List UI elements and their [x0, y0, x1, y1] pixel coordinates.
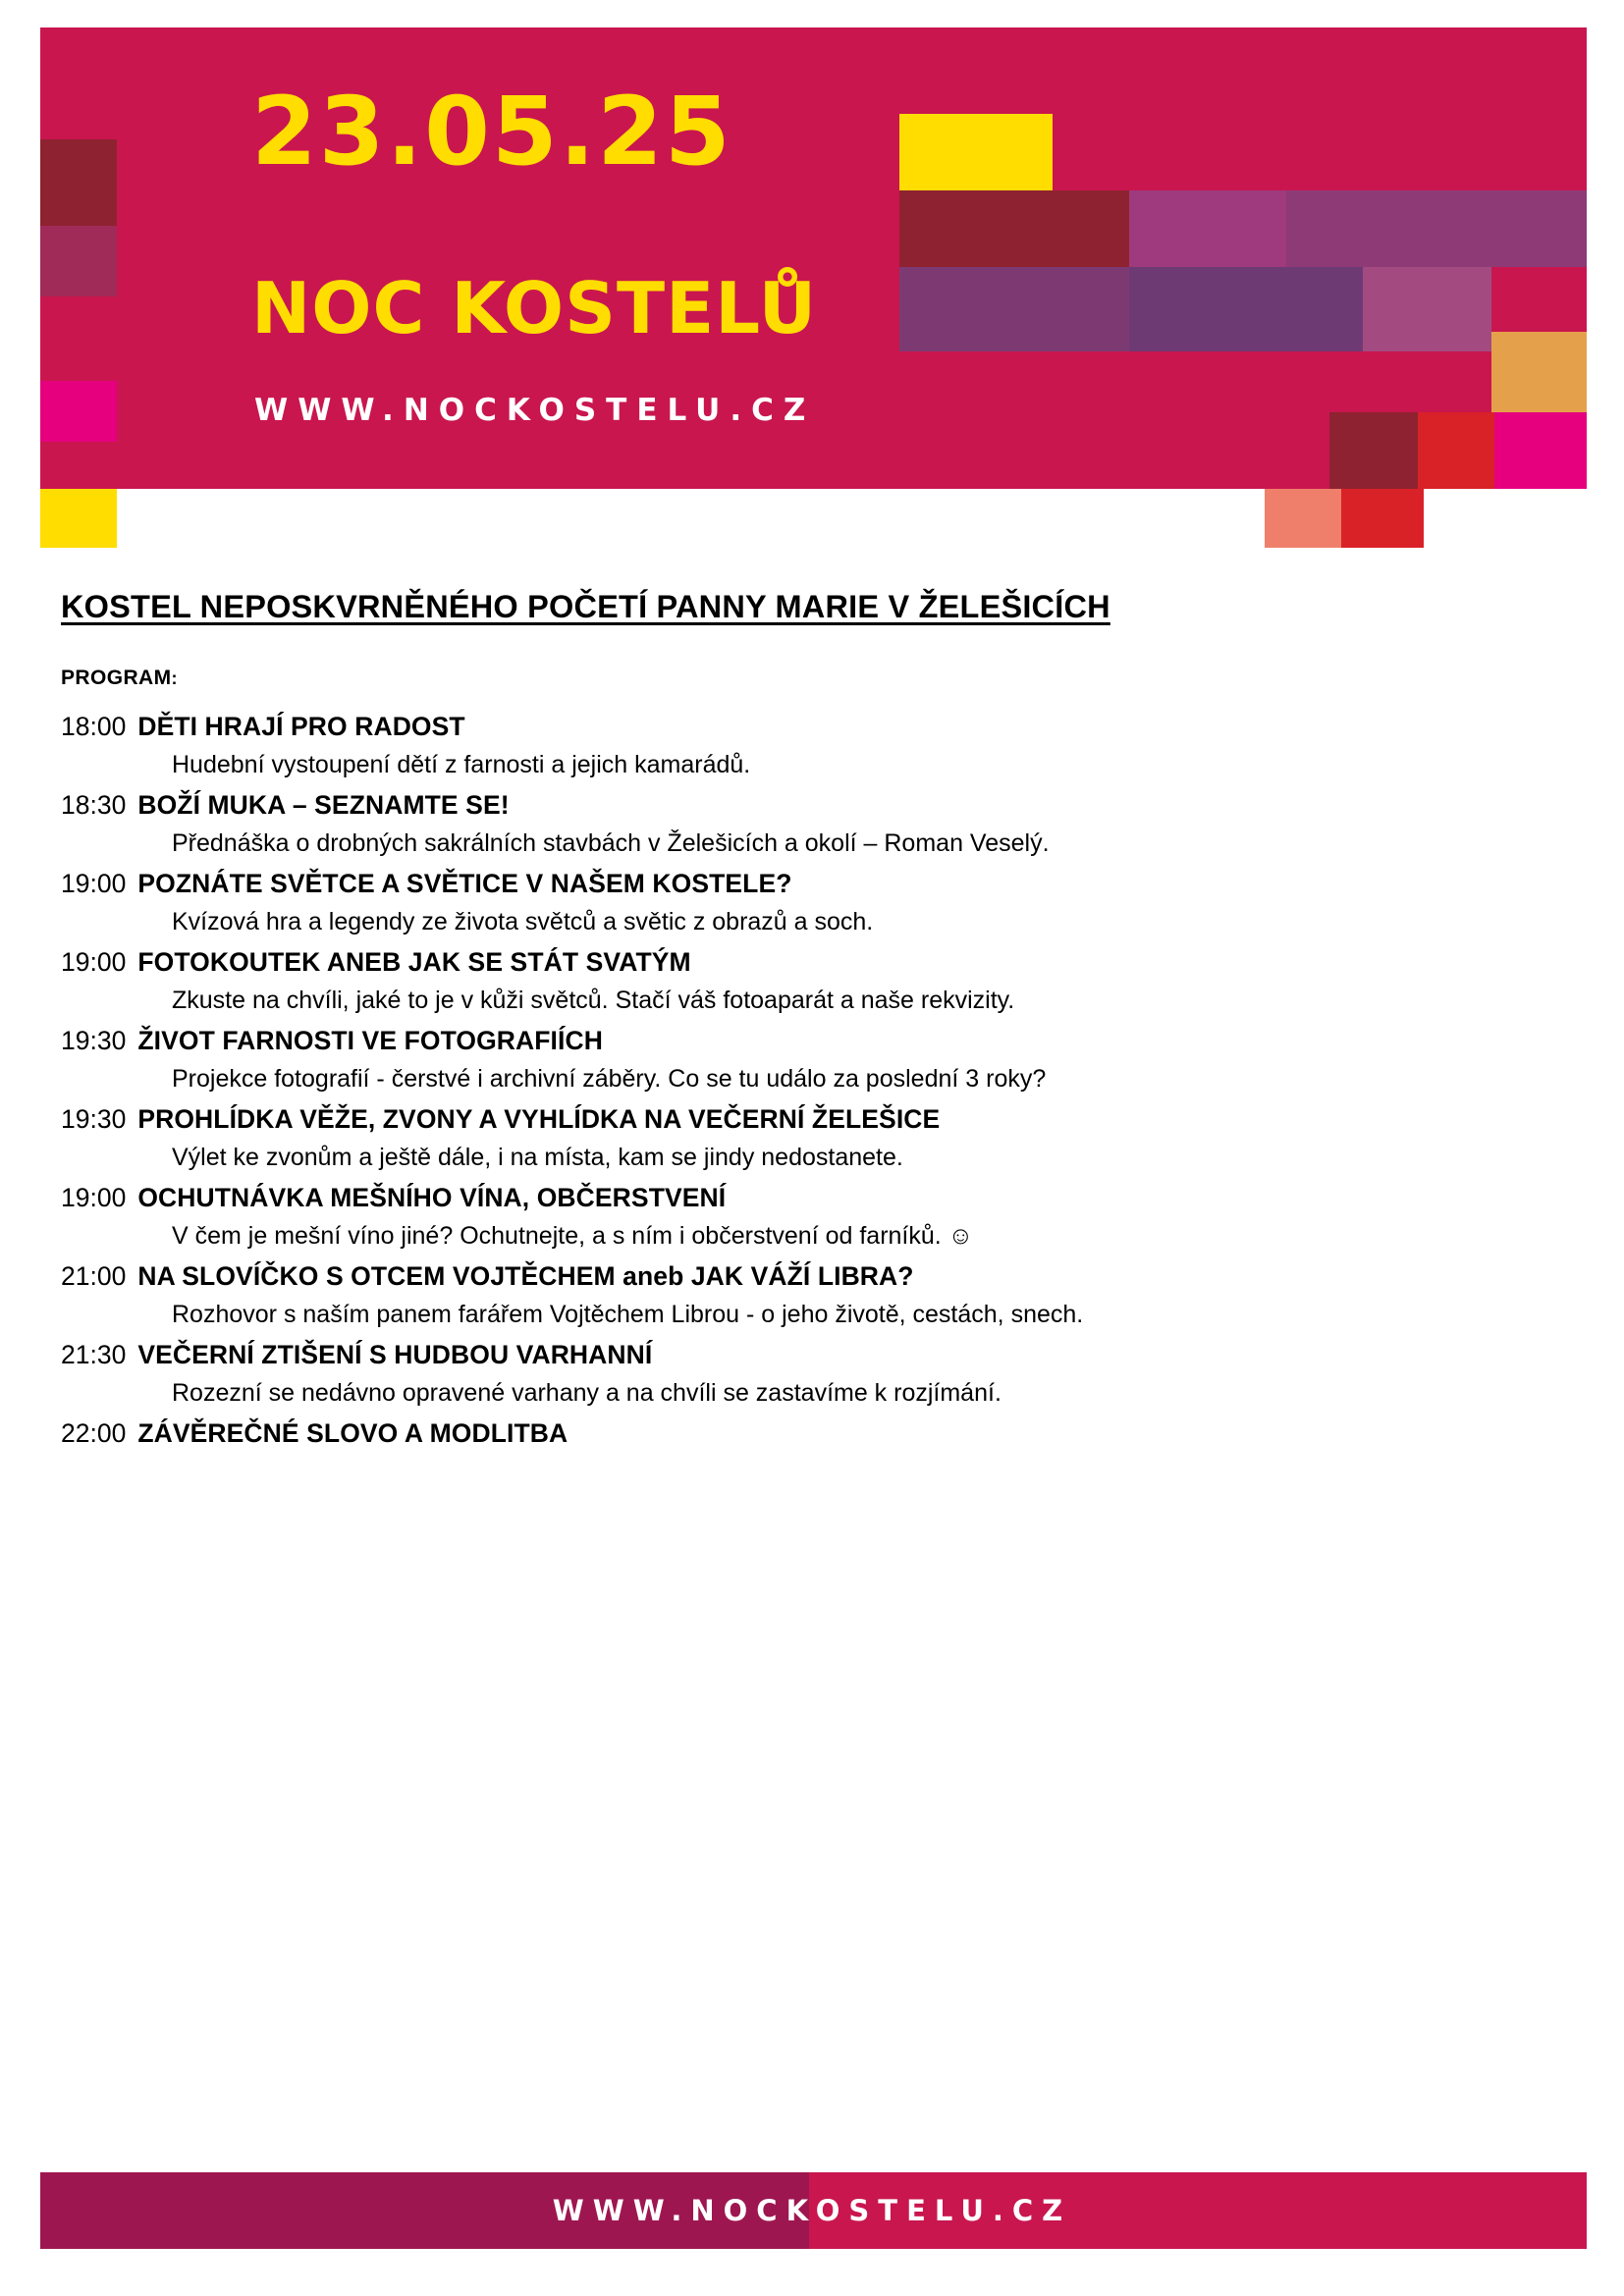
- decor-block-purple-right-3: [899, 267, 1129, 351]
- logo-date: 23.05.25: [251, 77, 732, 187]
- program-item-time: 19:30: [61, 1104, 127, 1134]
- program-item-description: Výlet ke zvonům a ještě dále, i na místa, kam se jindy nedostanete.: [172, 1144, 903, 1171]
- program-item-time: 19:30: [61, 1026, 127, 1055]
- program-item-title: FOTOKOUTEK ANEB JAK SE STÁT SVATÝM: [137, 947, 691, 977]
- list-item: [0, 947, 1624, 1015]
- program-item-time: 19:00: [61, 869, 127, 898]
- program-item-description: Projekce fotografií - čerstvé i archivní záběry. Co se tu událo za poslední 3 roky?: [172, 1065, 1047, 1093]
- page-title: KOSTEL NEPOSKVRNĚNÉHO POČETÍ PANNY MARIE V ŽELEŠICÍCH: [61, 589, 1110, 624]
- poster-header-banner: [0, 0, 1624, 564]
- list-item: [0, 1418, 1624, 1449]
- decor-square-salmon-bottomright: [1265, 489, 1341, 548]
- program-item-description: Kvízová hra a legendy ze života světců a světic z obrazů a soch.: [172, 908, 874, 935]
- decor-block-darkred-left: [40, 139, 117, 226]
- program-item-description: V čem je mešní víno jiné? Ochutnejte, a s ním i občerstvení od farníků. ☺: [172, 1222, 974, 1250]
- banner-pink-panel: [40, 27, 1587, 489]
- decor-block-purple-right-4: [1129, 267, 1363, 351]
- program-item-title: OCHUTNÁVKA MEŠNÍHO VÍNA, OBČERSTVENÍ: [137, 1183, 727, 1212]
- list-item: [0, 869, 1624, 936]
- program-item-head: [61, 790, 1624, 821]
- program-item-time: 19:00: [61, 947, 127, 977]
- program-item-head: [61, 1340, 1624, 1370]
- program-item-head: [61, 947, 1624, 978]
- program-item-head: [61, 712, 1624, 742]
- decor-block-yellow-right: [899, 114, 1053, 190]
- program-item-description: Rozezní se nedávno opravené varhany a na chvíli se zastavíme k rozjímání.: [172, 1379, 1001, 1407]
- program-item-title: ZÁVĚREČNÉ SLOVO A MODLITBA: [137, 1418, 568, 1448]
- decor-block-red-right: [1418, 412, 1494, 489]
- program-item-head: [61, 1183, 1624, 1213]
- program-heading-colon: :: [171, 668, 178, 688]
- list-item: [0, 1104, 1624, 1172]
- program-item-title: POZNÁTE SVĚTCE A SVĚTICE V NAŠEM KOSTELE?: [137, 869, 792, 898]
- program-item-title: DĚTI HRAJÍ PRO RADOST: [137, 712, 465, 741]
- program-item-time: 19:00: [61, 1183, 127, 1212]
- footer-website: WWW.NOCKOSTELU.CZ: [552, 2194, 1072, 2227]
- decor-block-purple-right-1: [1129, 190, 1286, 267]
- logo-title: NOC KOSTELŮ: [251, 267, 818, 349]
- program-item-title: NA SLOVÍČKO S OTCEM VOJTĚCHEM aneb JAK VÁŽÍ LIBRA?: [137, 1261, 914, 1291]
- decor-block-orange-right: [1491, 332, 1587, 412]
- program-item-time: 18:30: [61, 790, 127, 820]
- program-item-head: [61, 1261, 1624, 1292]
- program-item-description: Rozhovor s naším panem farářem Vojtěchem Librou - o jeho životě, cestách, snech.: [172, 1301, 1084, 1328]
- decor-block-magenta-right: [1494, 412, 1587, 489]
- program-item-head: [61, 1418, 1624, 1449]
- program-item-time: 21:30: [61, 1340, 127, 1369]
- logo-website: WWW.NOCKOSTELU.CZ: [254, 393, 816, 428]
- program-heading: [61, 667, 1624, 690]
- program-item-head: [61, 1104, 1624, 1135]
- program-item-description: Zkuste na chvíli, jaké to je v kůži světců. Stačí váš fotoaparát a naše rekvizity.: [172, 987, 1015, 1014]
- program-item-time: 18:00: [61, 712, 127, 741]
- program-heading-label: PROGRAM: [61, 667, 172, 689]
- decor-block-darkred-right: [899, 190, 1129, 267]
- decor-block-purple-right-5: [1363, 267, 1491, 351]
- program-item-title: PROHLÍDKA VĚŽE, ZVONY A VYHLÍDKA NA VEČERNÍ ŽELEŠICE: [137, 1104, 941, 1134]
- list-item: [0, 1261, 1624, 1329]
- decor-square-yellow-bottomleft: [40, 489, 117, 548]
- decor-block-purple-right-2: [1286, 190, 1587, 267]
- list-item: [0, 790, 1624, 858]
- decor-block-magenta-left: [40, 381, 117, 442]
- poster-footer: [0, 2172, 1624, 2263]
- program-item-title: VEČERNÍ ZTIŠENÍ S HUDBOU VARHANNÍ: [137, 1340, 653, 1369]
- decor-square-red-bottomright: [1341, 489, 1424, 548]
- list-item: [0, 1183, 1624, 1251]
- decor-block-purple-left: [40, 226, 117, 296]
- program-list: [0, 712, 1624, 1449]
- program-item-description: Hudební vystoupení dětí z farnosti a jejich kamarádů.: [172, 751, 751, 778]
- list-item: [0, 1340, 1624, 1408]
- program-item-time: 21:00: [61, 1261, 127, 1291]
- program-item-title: ŽIVOT FARNOSTI VE FOTOGRAFIÍCH: [137, 1026, 603, 1055]
- program-item-description: Přednáška o drobných sakrálních stavbách v Želešicích a okolí – Roman Veselý.: [172, 829, 1050, 857]
- program-item-head: [61, 869, 1624, 899]
- program-item-title: BOŽÍ MUKA – SEZNAMTE SE!: [137, 790, 510, 820]
- list-item: [0, 1026, 1624, 1094]
- decor-block-darkred-right-2: [1329, 412, 1418, 489]
- poster-content: [0, 564, 1624, 1460]
- program-item-time: 22:00: [61, 1418, 127, 1448]
- list-item: [0, 712, 1624, 779]
- program-item-head: [61, 1026, 1624, 1056]
